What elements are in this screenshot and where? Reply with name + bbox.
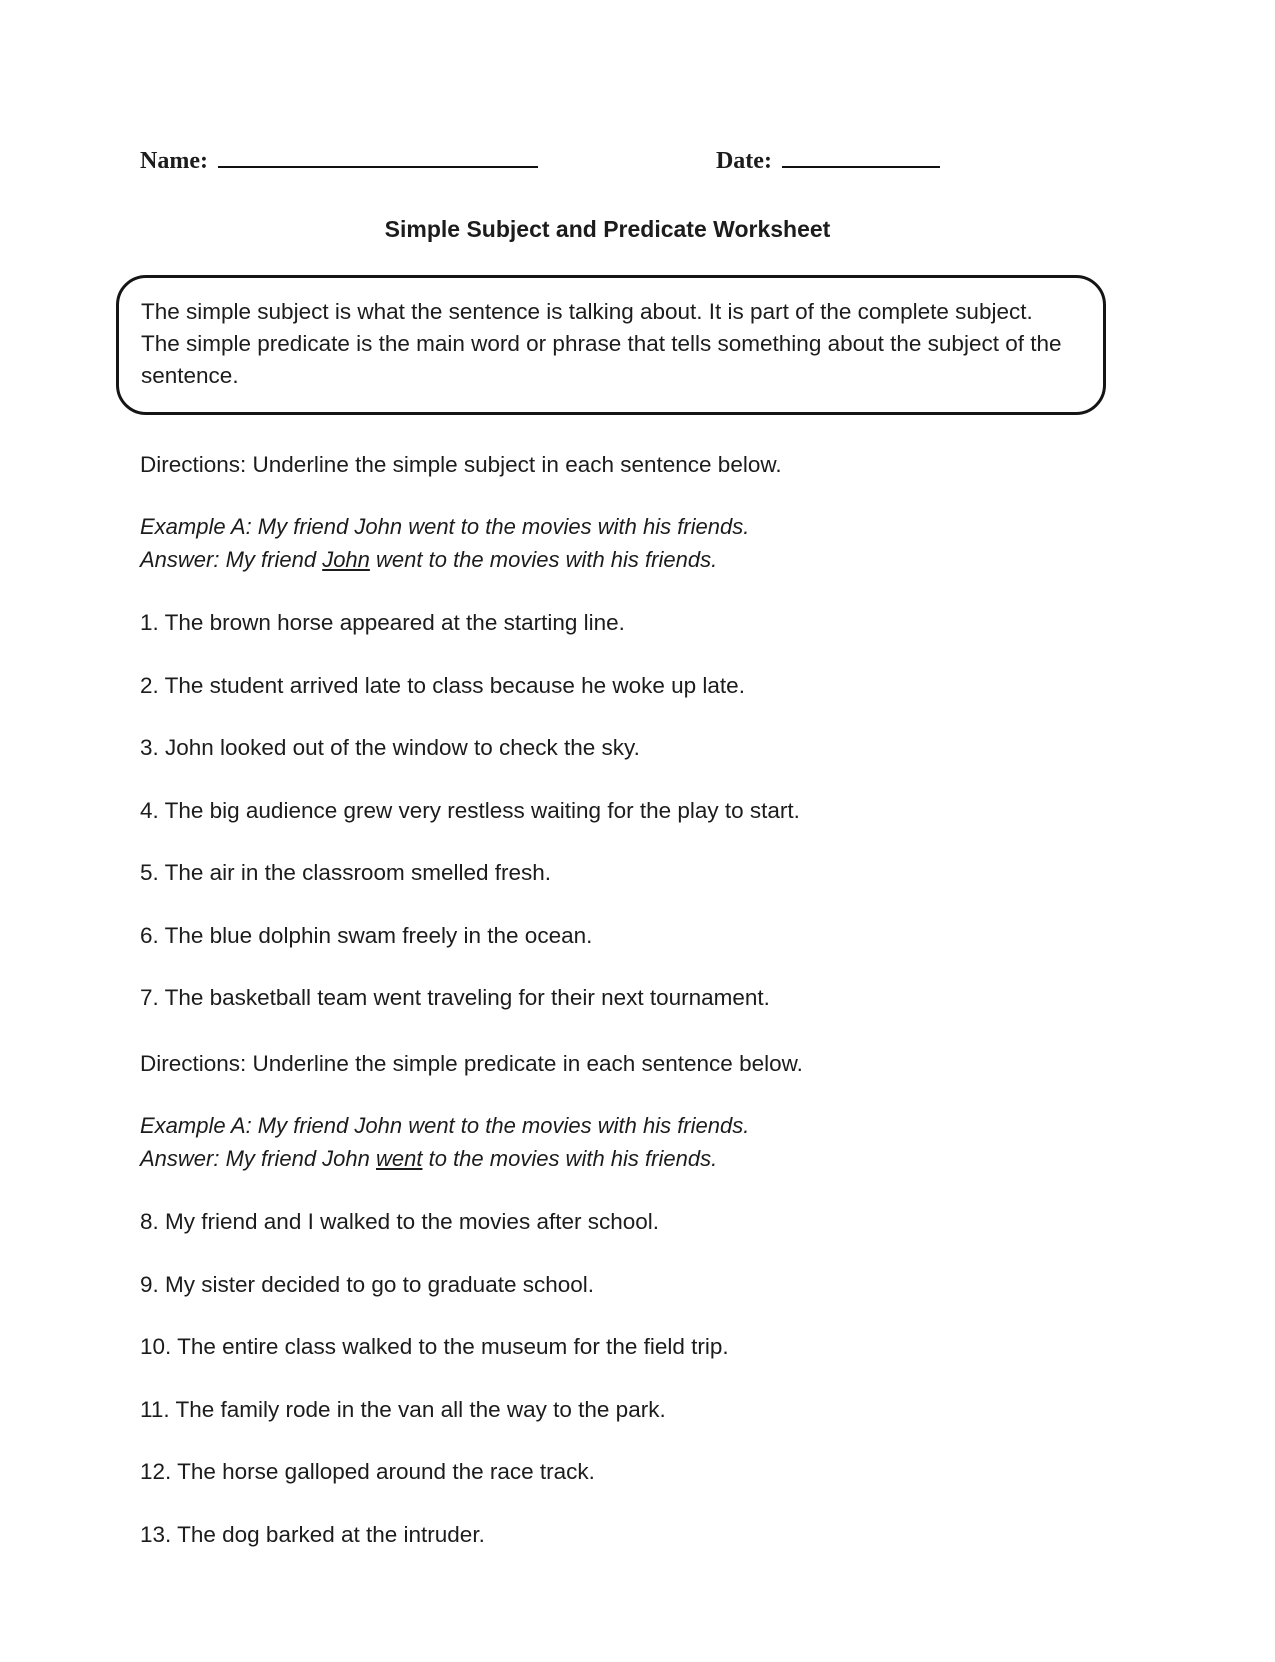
subject-answer-prefix: Answer: My friend [140,546,317,572]
predicate-example-block [140,1110,1105,1175]
page-title: Simple Subject and Predicate Worksheet [384,215,831,242]
sentence-item: 5. The air in the classroom smelled fresh. [140,860,552,886]
name-label: Name: [140,148,208,174]
sentence-item: 3. John looked out of the window to check the sky. [140,735,640,761]
date-label: Date: [715,148,772,174]
subject-directions: Directions: Underline the simple subject in each sentence below. [140,451,782,477]
sentence-item: 2. The student arrived late to class because he woke up late. [140,672,745,698]
predicate-answer-prefix: Answer: My friend John [140,1145,370,1171]
sentence-item: 4. The big audience grew very restless waiting for the play to start. [140,797,800,823]
date-blank-line [782,142,940,168]
sentence-item: 6. The blue dolphin swam freely in the ocean. [140,922,593,948]
subject-answer-line [140,544,1105,577]
sentence-item: 9. My sister decided to go to graduate school. [140,1271,595,1297]
predicate-directions: Directions: Underline the simple predicate in each sentence below. [140,1050,803,1076]
subject-answer-suffix: went to the movies with his friends. [376,546,718,572]
definition-line-1: The simple subject is what the sentence is talking about. It is part of the complete subject. [141,298,1033,324]
subject-example-block [140,511,1105,576]
definition-box [116,275,1106,415]
predicate-answer-line [140,1143,1105,1176]
predicate-answer-suffix: to the movies with his friends. [428,1145,718,1171]
sentence-item: 13. The dog barked at the intruder. [140,1521,485,1547]
header-row [140,142,1105,179]
sentence-item: 12. The horse galloped around the race track. [140,1459,595,1485]
predicate-example-line: Example A: My friend John went to the movies with his friends. [140,1113,750,1139]
sentence-item: 7. The basketball team went traveling for their next tournament. [140,985,770,1011]
subject-example-line: Example A: My friend John went to the movies with his friends. [140,514,750,540]
sentence-item: 10. The entire class walked to the museum for the field trip. [140,1334,729,1360]
subject-answer-underlined-word: John [322,546,370,572]
sentence-item: 8. My friend and I walked to the movies after school. [140,1209,660,1235]
predicate-answer-underlined-word: went [376,1145,423,1171]
definition-line-2: The simple predicate is the main word or phrase that tells something about the subject of the sentence. [141,330,1062,388]
sentence-item: 1. The brown horse appeared at the starting line. [140,610,625,636]
sentence-item: 11. The family rode in the van all the way to the park. [140,1396,666,1422]
name-blank-line [218,142,538,168]
